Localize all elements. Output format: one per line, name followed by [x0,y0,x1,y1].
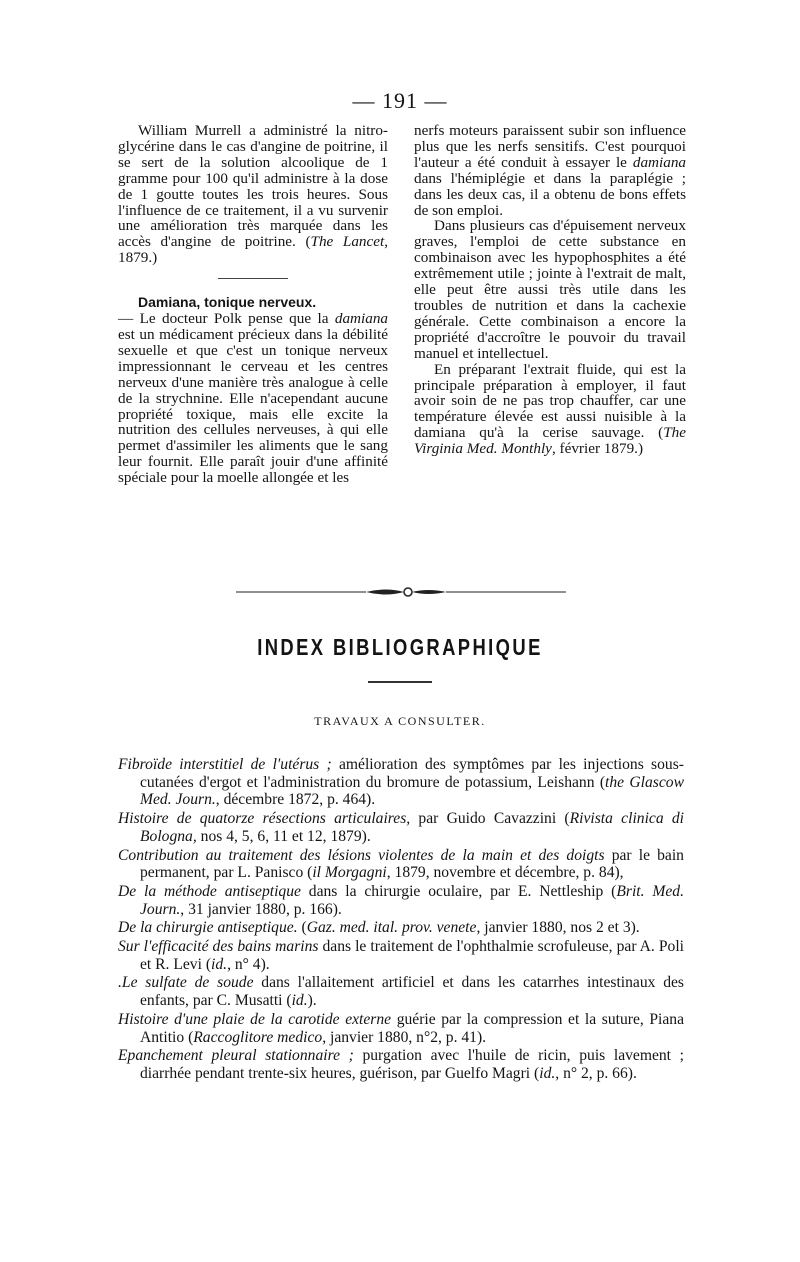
extract-text-b: , février 1879.) [551,440,644,458]
page-number: — 191 — [352,88,448,113]
bibliography-entry: Contribution au traitement des lésions violentes de la main et des doigts par le bain permanent, par L. Panisco (il Morgagni, 1879, novembre et décembre, p. 84), [118,846,684,882]
nerves-text-b: dans l'hémiplégie et dans la paraplégie ; dans les deux cas, il a obtenu de bons effets de son emploi. [414,169,686,219]
bibliography-entry: Histoire d'une plaie de la carotide externe guérie par la compression et la suture, Piana Antitio (Raccoglitore medico, janvier 1880, n°2, p. 41). [118,1010,685,1046]
damiana-italic: damiana [334,310,388,328]
damiana-paragraph [118,295,388,486]
bibliography-entry: Epanchement pleural stationnaire ; purgation avec l'huile de ricin, puis lavement ; diarrhée pendant trente-six heures, guérison, par Guelfo Magri (id., n° 2, p. 66). [118,1047,684,1082]
murrell-text: William Murrell a administré la nitro-glycérine dans le cas d'angine de poitrine, il se sert de la solution alcoolique de 1 gramme pour 100 qu'il administre à la dose de 1 goutte toutes les trois heures. Sous l'influence de ce traitement, il a vu survenir une amélioration très marquée dans les accès d'angine de poitrine. [118,122,388,251]
bibliography-entry: De la chirurgie antiseptique. (Gaz. med. ital. prov. venete, janvier 1880, nos 2 et 3). [118,919,640,937]
bibliography-entry: De la méthode antiseptique dans la chirurgie oculaire, par E. Nettleship (Brit. Med. Journ., 31 janvier 1880, p. 166). [118,882,684,918]
nerves-paragraph [414,123,686,218]
bibliography-list [118,756,684,1084]
extract-paragraph [414,362,686,457]
exhaustion-paragraph: Dans plusieurs cas d'épuisement nerveux graves, l'emploi de cette substance en combinaison avec les hypophosphites a été extrêmement utile ; jointe à l'extrait de malt, elle peut être aussi très utile dans les troubles de nutrition et dans la cachexie générale. Cette combinaison a encore la propriété d'accroître le pouvoir du travail manuel et intellectuel. [414,217,686,362]
bibliography-entry: Fibroïde interstitiel de l'utérus ; amélioration des symptômes par les injections sous-cutanées d'ergot et l'administration du bromure de potassium, Leishann (the Glascow Med. Journ., décembre 1872, p. 464). [118,756,684,809]
damiana-text-b: est un médicament précieux dans la débilité sexuelle et que c'est un tonique nerveux impressionnant le cerveau et les centres nerveux d'une manière très analogue à celle de la strychnine. Elle n'acependant aucune propriété toxique, mais elle excite la nutrition des cellules nerveuses, à qui elle permet d'assimiler les aliments que le sang leur fournit. Elle paraît jouir d'une affinité spéciale pour la moelle allongée et les [118,325,388,487]
right-column [414,123,686,457]
damiana-heading: Damiana, tonique nerveux. [138,294,317,311]
damiana-text-a: — Le docteur Polk pense que la [118,310,335,328]
left-column [118,123,388,486]
virginia-citation: The Virginia Med. Monthly [414,424,686,458]
index-subtitle: TRAVAUX A CONSULTER. [314,714,486,728]
bibliography-entry: .Le sulfate de soude dans l'allaitement artificiel et dans les catarrhes intestinaux des enfants, par C. Musatti (id.). [118,974,684,1010]
bibliography-entry: Sur l'efficacité des bains marins dans le traitement de l'ophthalmie scrofuleuse, par A. Poli et R. Levi (id., n° 4). [118,938,684,973]
citation-close: , 1879.) [118,233,389,267]
lancet-citation: The Lancet [310,233,385,251]
bibliography-entry: Histoire de quatorze résections articulaires, par Guido Cavazzini (Rivista clinica di Bologna, nos 4, 5, 6, 11 et 12, 1879). [118,810,685,845]
nerves-italic: damiana [632,153,686,171]
murrell-paragraph [118,123,388,266]
citation-open: ( [305,233,311,251]
title-underline [368,681,432,683]
nerves-text-a: nerfs moteurs paraissent subir son influence plus que les nerfs sensitifs. C'est pourquoi l'auteur a été conduit à essayer le [414,122,686,171]
index-title: INDEX BIBLIOGRAPHIQUE [257,634,543,660]
section-divider [218,278,288,279]
extract-text-a: En préparant l'extrait fluide, qui est la principale préparation à employer, il faut avoir soin de ne pas trop chauffer, car une température élevée est aussi nuisible à la damiana qu'à la cerise sauvage. ( [414,360,686,442]
ornamental-divider [236,586,566,598]
